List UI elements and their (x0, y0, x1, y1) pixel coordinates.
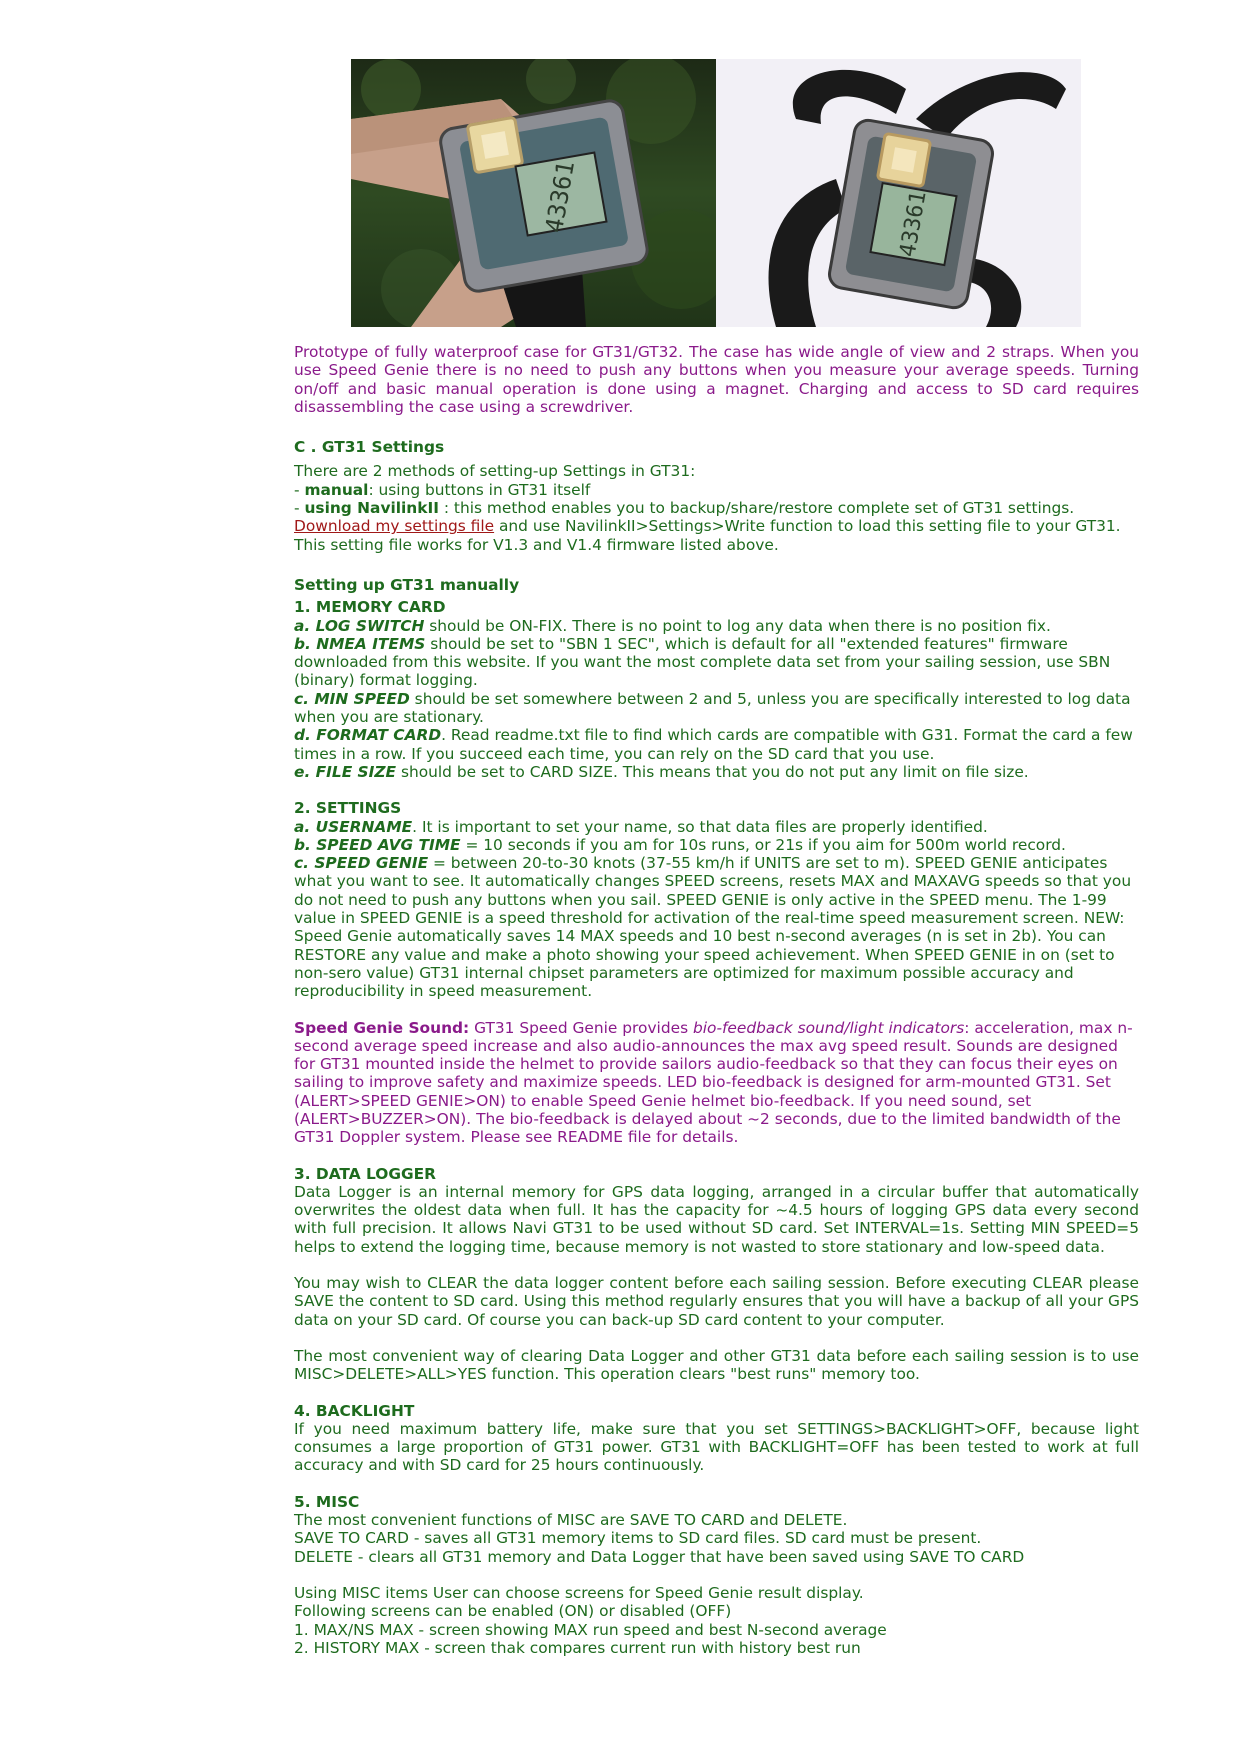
misc-line-7: 2. HISTORY MAX - screen thak compares current run with history best run (294, 1638, 861, 1657)
settings-item-b-label: b. SPEED AVG TIME (294, 835, 461, 854)
backlight-p1: If you need maximum battery life, make sure that you set SETTINGS>BACKLIGHT>OFF, because light consumes a large proportion of GT31 power. GT31 with BACKLIGHT=OFF has been tested to work at full accuracy and with SD card for 25 hours continuously. (294, 1419, 1139, 1475)
memory-item-c-label: c. MIN SPEED (294, 689, 410, 708)
data-logger-p2: You may wish to CLEAR the data logger content before each sailing session. Before executing CLEAR please SAVE the content to SD card. Using this method regularly ensures that you will have a backup of all your GPS data on your SD card. Of course you can back-up SD card content to your computer. (294, 1274, 1139, 1329)
misc-line-1: The most convenient functions of MISC are SAVE TO CARD and DELETE. (294, 1511, 848, 1530)
memory-item-c-text: should be set somewhere between 2 and 5, unless you are specifically interested to log data when you are stationary. (294, 689, 1131, 727)
memory-item-b (294, 635, 1139, 690)
data-logger-heading: 3. DATA LOGGER (294, 1164, 436, 1183)
misc-line-3: DELETE - clears all GT31 memory and Data Logger that have been saved using SAVE TO CARD (294, 1547, 1025, 1566)
method-navilink-text: : this method enables you to backup/share/restore complete set of GT31 settings. (438, 499, 1075, 518)
strap-photo (716, 59, 1081, 327)
data-logger-p1: Data Logger is an internal memory for GPS data logging, arranged in a circular buffer that automatically overwrites the oldest data when full. It has the capacity for ~4.5 hours of logging GPS data every second with full precision. It allows Navi GT31 to be used without SD card. Set INTERVAL=1s. Setting MIN SPEED=5 helps to extend the logging time, because memory is not wasted to store stationary and low-speed data. (294, 1182, 1139, 1256)
speed-genie-sound (294, 1019, 1139, 1147)
memory-item-a-text: should be ON-FIX. There is no point to log any data when there is no position fix. (424, 616, 1051, 635)
settings-item-a-text: . It is important to set your name, so that data files are properly identified. (412, 817, 988, 836)
misc-line-6: 1. MAX/NS MAX - screen showing MAX run speed and best N-second average (294, 1620, 887, 1639)
method-navilink-label: using NavilinkII (304, 499, 439, 518)
method-navilink: - using NavilinkII : this method enables you to backup/share/restore complete set of GT31 settings. (294, 499, 1075, 518)
misc-heading: 5. MISC (294, 1492, 360, 1511)
memory-item-e-text: should be set to CARD SIZE. This means that you do not put any limit on file size. (396, 762, 1029, 781)
settings-heading: 2. SETTINGS (294, 799, 402, 818)
arm-mounted-photo (351, 59, 716, 327)
product-photos (351, 59, 1081, 327)
settings-item-c (294, 854, 1139, 1000)
manual-heading: Setting up GT31 manually (294, 575, 520, 594)
speed-genie-sound-text1: GT31 Speed Genie provides (469, 1018, 693, 1037)
memory-item-a (294, 617, 1139, 635)
photo-caption: Prototype of fully waterproof case for GT31/GT32. The case has wide angle of view and 2 straps. When you use Speed Genie there is no need to push any buttons when you measure your average speeds. Turning on/off and basic manual operation is done using a magnet. Charging and access to SD card requires disassembling the case using a screwdriver. (294, 343, 1139, 416)
memory-item-b-label: b. NMEA ITEMS (294, 634, 426, 653)
download-paragraph (294, 517, 1139, 554)
data-logger-p3: The most convenient way of clearing Data Logger and other GT31 data before each sailing session is to use MISC>DELETE>ALL>YES function. This operation clears "best runs" memory too. (294, 1346, 1139, 1384)
method-manual-label: manual (304, 480, 369, 499)
settings-item-c-text: = between 20-to-30 knots (37-55 km/h if UNITS are set to m). SPEED GENIE anticipates what you want to see. It automatically changes SPEED screens, resets MAX and MAXAVG speeds so that you do not need to push any buttons when you sail. SPEED GENIE is only active in the SPEED menu. The 1-99 value in SPEED GENIE is a speed threshold for activation of the real-time speed measurement screen. NEW: Speed Genie automatically saves 14 MAX speeds and 10 best n-second averages (n is set in 2b). You can RESTORE any value and make a photo showing your speed achievement. When SPEED GENIE in on (set to non-sero value) GT31 internal chipset parameters are optimized for maximum possible accuracy and reproducibility in speed measurement. (294, 854, 1132, 1001)
memory-item-e-label: e. FILE SIZE (294, 762, 397, 781)
misc-line-5: Following screens can be enabled (ON) or disabled (OFF) (294, 1602, 732, 1621)
method-manual-text: : using buttons in GT31 itself (368, 480, 591, 499)
document-body (294, 343, 1139, 1657)
method-manual: - manual: using buttons in GT31 itself (294, 480, 591, 499)
speed-genie-sound-label: Speed Genie Sound: (294, 1018, 470, 1037)
memory-card-heading: 1. MEMORY CARD (294, 598, 446, 617)
settings-item-a-label: a. USERNAME (294, 817, 413, 836)
settings-item-b (294, 836, 1139, 854)
download-settings-link[interactable]: Download my settings file (294, 517, 495, 536)
settings-item-b-text: = 10 seconds if you am for 10s runs, or 21s if you aim for 500m world record. (460, 835, 1066, 854)
settings-item-a (294, 818, 1139, 836)
download-text: and use NavilinkII>Settings>Write function to load this setting file to your GT31. This setting file works for V1.3 and V1.4 firmware listed above. (294, 517, 1121, 554)
memory-item-d (294, 726, 1139, 763)
memory-item-e (294, 763, 1139, 781)
memory-item-c (294, 690, 1139, 727)
speed-genie-sound-text2: : acceleration, max n-second average speed increase and also audio-announces the max avg speed result. Sounds are designed for GT31 mounted inside the helmet to provide sailors audio-feedback so that they can focus their eyes on sailing to improve safety and maximize speeds. LED bio-feedback is designed for arm-mounted GT31. Set (ALERT>SPEED GENIE>ON) to enable Speed Genie helmet bio-feedback. If you need sound, set (ALERT>BUZZER>ON). The bio-feedback is delayed about ~2 seconds, due to the limited bandwidth of the GT31 Doppler system. Please see README file for details. (294, 1018, 1133, 1147)
misc-line-2: SAVE TO CARD - saves all GT31 memory items to SD card files. SD card must be present. (294, 1529, 982, 1548)
section-c-heading: C . GT31 Settings (294, 438, 445, 457)
section-c-intro: There are 2 methods of setting-up Settings in GT31: (294, 462, 696, 481)
memory-item-b-text: should be set to "SBN 1 SEC", which is default for all "extended features" firmware downloaded from this website. If you want the most complete data set from your sailing session, use SBN (binary) format logging. (294, 634, 1111, 690)
memory-item-a-label: a. LOG SWITCH (294, 616, 425, 635)
misc-line-4: Using MISC items User can choose screens for Speed Genie result display. (294, 1583, 864, 1602)
backlight-heading: 4. BACKLIGHT (294, 1401, 415, 1420)
lcd-readout-right: 43361 (895, 189, 932, 259)
speed-genie-sound-em: bio-feedback sound/light indicators (692, 1018, 965, 1037)
settings-item-c-label: c. SPEED GENIE (294, 854, 429, 873)
memory-item-d-text: . Read readme.txt file to find which cards are compatible with G31. Format the card a few times in a row. If you succeed each time, you can rely on the SD card that you use. (294, 726, 1133, 763)
lcd-readout-left: 43361 (539, 158, 581, 235)
memory-item-d-label: d. FORMAT CARD (294, 726, 442, 745)
